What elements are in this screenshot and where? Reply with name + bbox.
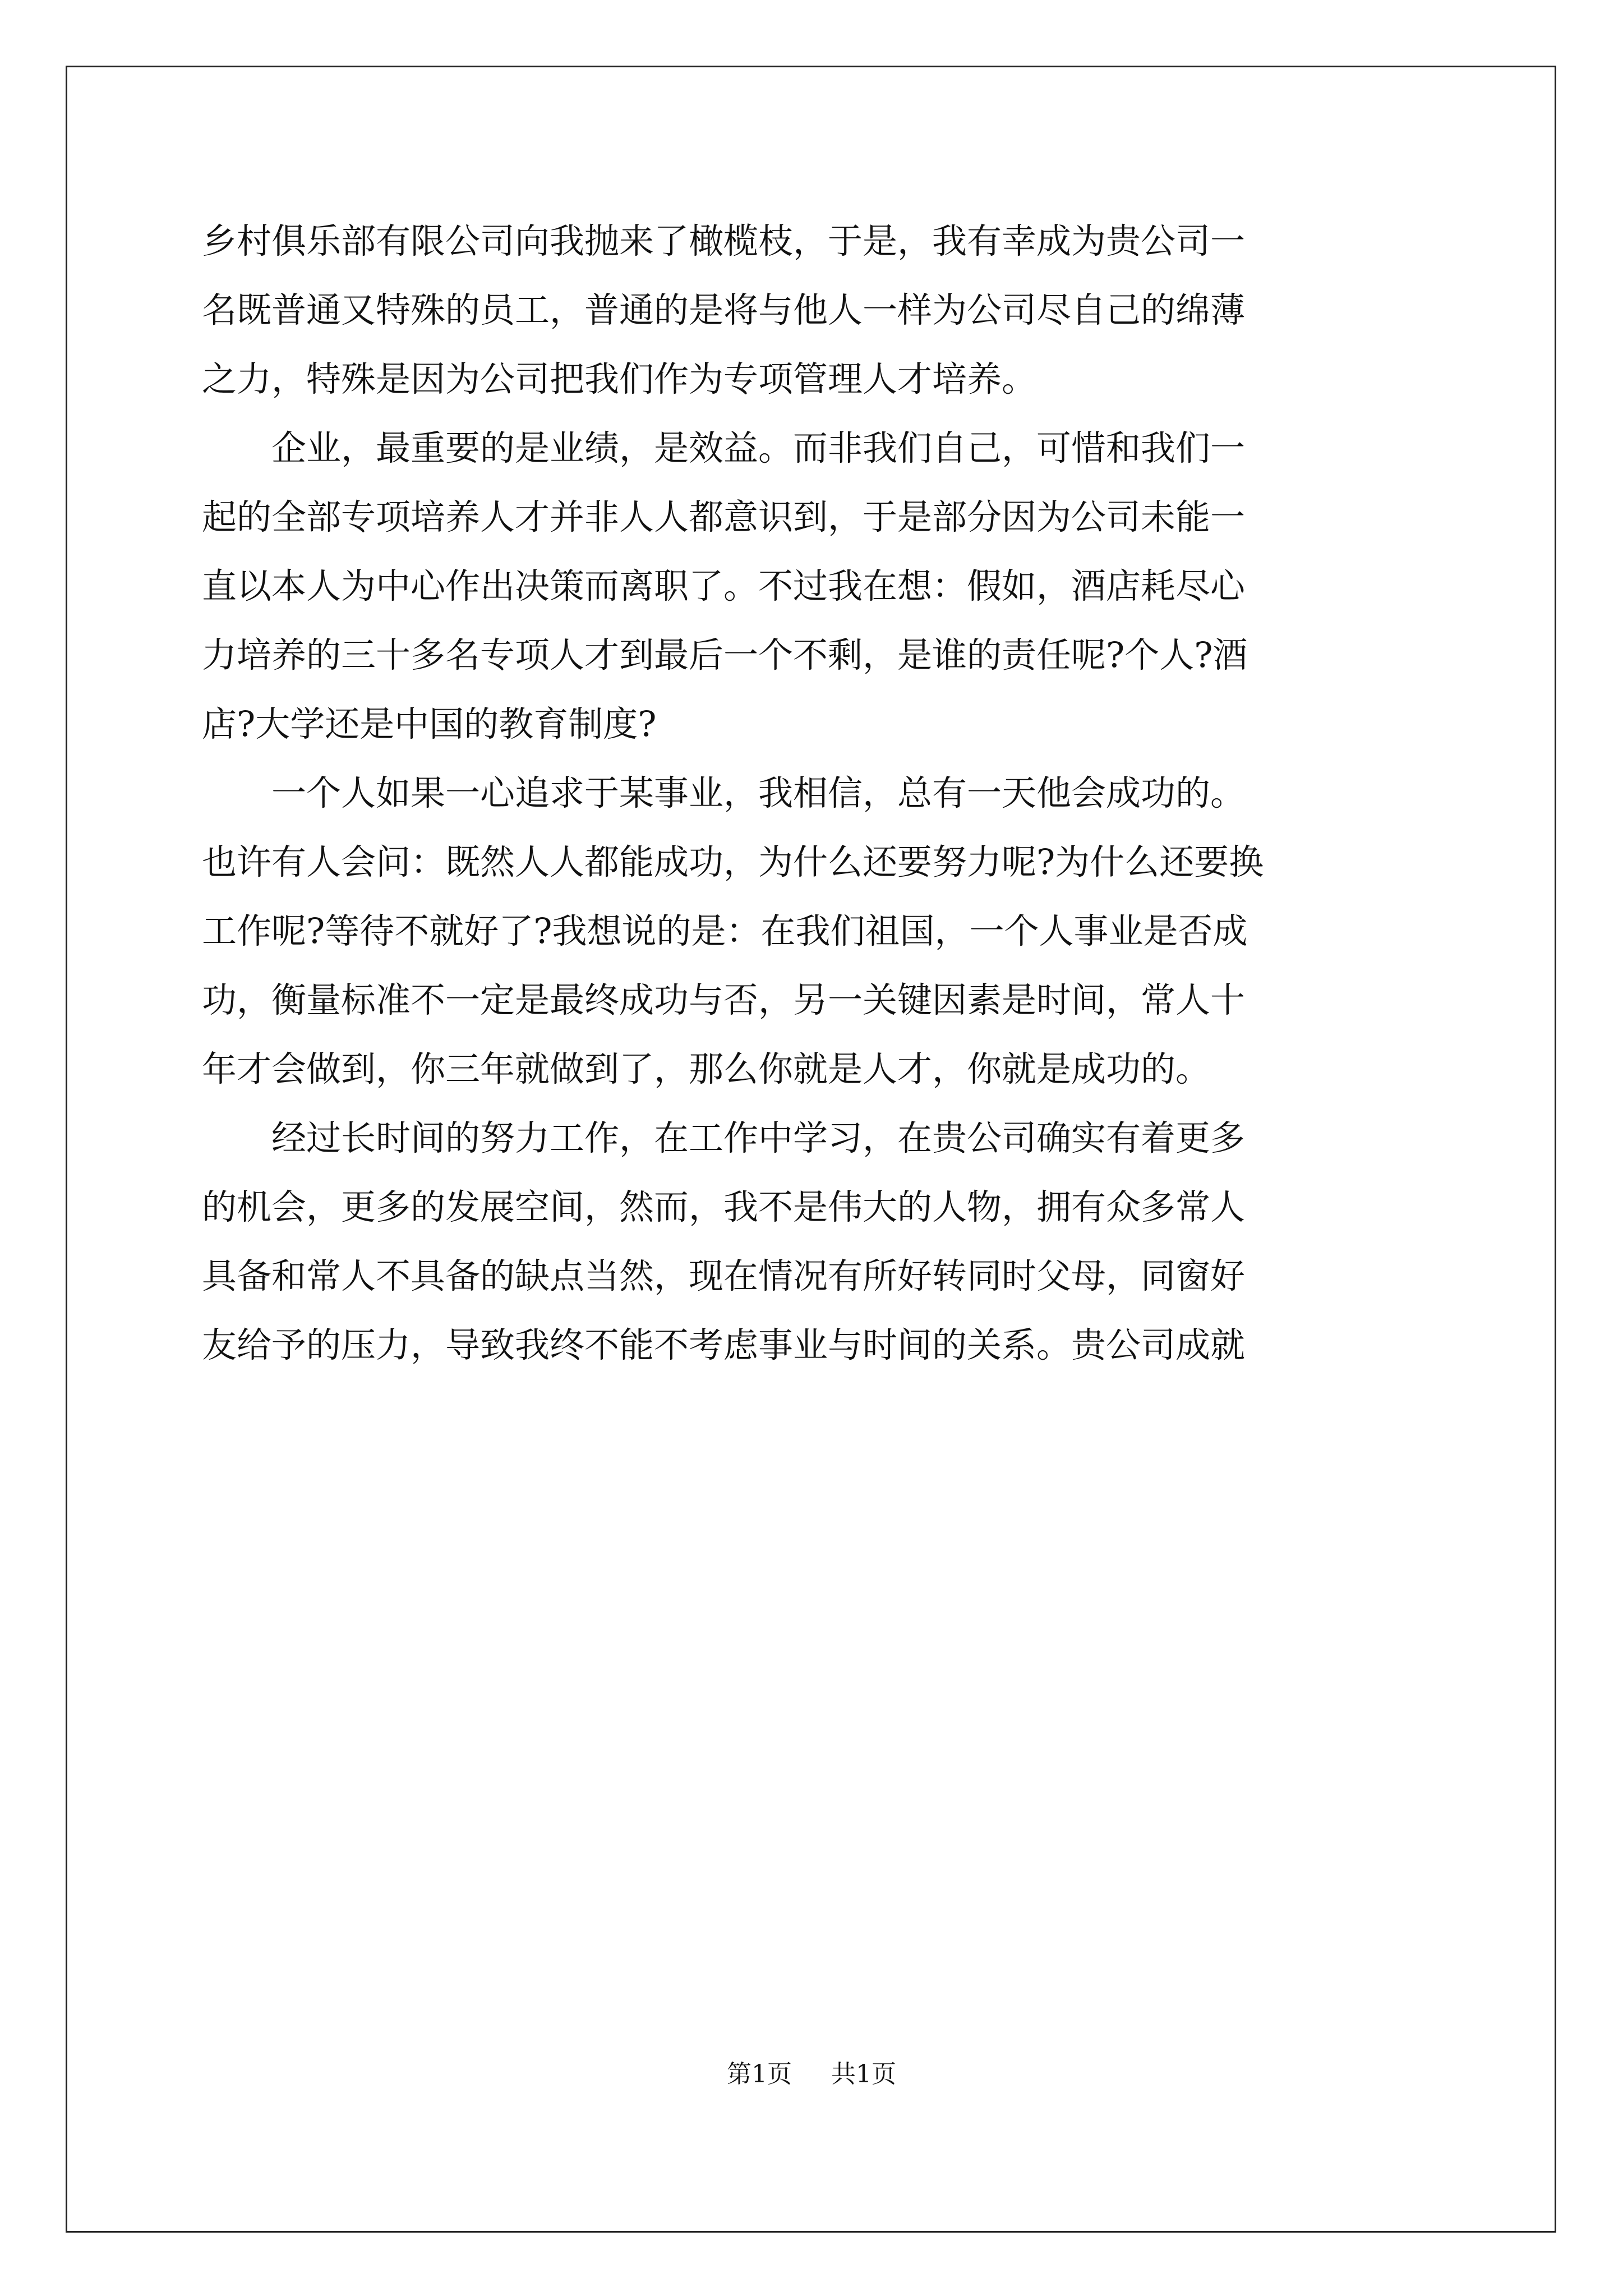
page-footer	[0, 2058, 1623, 2091]
text-line: 功，衡量标准不一定是最终成功与否，另一关键因素是时间，常人十	[202, 979, 1246, 1020]
text-line: 具备和常人不具备的缺点当然，现在情况有所好转同时父母，同窗好	[202, 1255, 1246, 1296]
text-line: 起的全部专项培养人才并非人人都意识到，于是部分因为公司未能一	[202, 496, 1246, 537]
text-line: 企业，最重要的是业绩，是效益。而非我们自己，可惜和我们一	[202, 427, 1246, 468]
text-line: 友给予的压力，导致我终不能不考虑事业与时间的关系。贵公司成就	[202, 1324, 1246, 1365]
text-line: 工作呢?等待不就好了?我想说的是：在我们祖国，一个人事业是否成	[202, 910, 1248, 951]
page-total: 共1页	[831, 2060, 896, 2088]
text-line: 也许有人会问：既然人人都能成功，为什么还要努力呢?为什么还要换	[202, 841, 1264, 882]
text-line: 乡村俱乐部有限公司向我抛来了橄榄枝，于是，我有幸成为贵公司一	[202, 220, 1246, 261]
text-line: 名既普通又特殊的员工，普通的是将与他人一样为公司尽自己的绵薄	[202, 289, 1246, 330]
text-line: 的机会，更多的发展空间，然而，我不是伟大的人物，拥有众多常人	[202, 1186, 1246, 1227]
text-line: 店?大学还是中国的教育制度?	[202, 703, 657, 744]
document-body	[202, 206, 1430, 1379]
text-line: 力培养的三十多名专项人才到最后一个不剩，是谁的责任呢?个人?酒	[202, 634, 1248, 675]
text-line: 之力，特殊是因为公司把我们作为专项管理人才培养。	[202, 358, 1037, 399]
page-number: 第1页	[727, 2060, 792, 2088]
text-line: 直以本人为中心作出决策而离职了。不过我在想：假如，酒店耗尽心	[202, 565, 1246, 606]
text-line: 年才会做到，你三年就做到了，那么你就是人才，你就是成功的。	[202, 1048, 1211, 1089]
text-line: 经过长时间的努力工作，在工作中学习，在贵公司确实有着更多	[202, 1117, 1246, 1158]
text-line: 一个人如果一心追求于某事业，我相信，总有一天他会成功的。	[202, 772, 1246, 813]
